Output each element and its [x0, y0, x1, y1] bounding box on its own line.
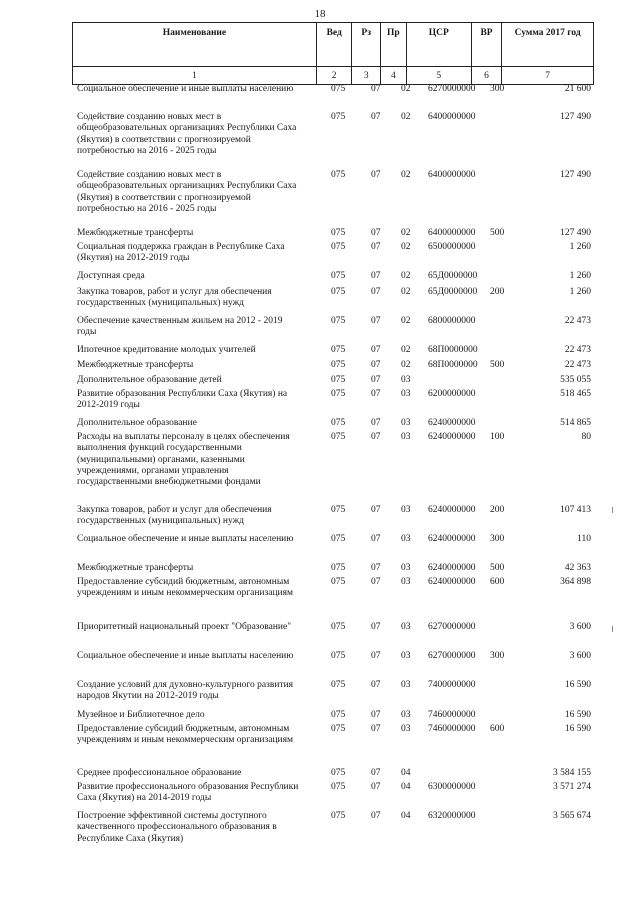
cell-rz: 07 [371, 360, 381, 370]
cell-rz: 07 [371, 534, 381, 544]
cell-ved: 075 [331, 724, 346, 734]
cell-sum: 42 363 [564, 563, 591, 573]
cell-pr: 03 [401, 622, 411, 632]
cell-csr: 65Д0000000 [428, 271, 478, 281]
cell-vr: 600 [490, 724, 505, 734]
cell-sum: 127 490 [560, 170, 591, 180]
cell-sum: 127 490 [560, 112, 591, 122]
cell-pr: 02 [401, 316, 411, 326]
cell-pr: 04 [401, 768, 411, 778]
cell-pr: 04 [401, 782, 411, 792]
cell-rz: 07 [371, 345, 381, 355]
header-ved: Вед [316, 23, 352, 67]
cell-sum: 22 473 [564, 360, 591, 370]
header-vr: ВР [471, 23, 502, 67]
cell-name: Межбюджетные трансферты [77, 360, 194, 370]
cell-pr: 03 [401, 577, 411, 587]
cell-vr: 300 [490, 534, 505, 544]
cell-pr: 03 [401, 389, 411, 399]
cell-name: Предоставление субсидий бюджетным, автономным учреждениям и иным некоммерческим организациям [77, 577, 294, 599]
cell-sum: 1 260 [569, 271, 591, 281]
cell-csr: 68П0000000 [428, 360, 478, 370]
cell-name: Развитие образования Республики Саха (Якутия) на 2012-2019 годы [77, 389, 288, 411]
cell-pr: 03 [401, 710, 411, 720]
header-sum: Сумма 2017 год [502, 23, 594, 67]
cell-rz: 07 [371, 84, 381, 94]
cell-csr: 6270000000 [428, 651, 476, 661]
cell-rz: 07 [371, 563, 381, 573]
cell-pr: 02 [401, 84, 411, 94]
cell-vr: 200 [490, 287, 505, 297]
cell-sum: 3 600 [569, 651, 591, 661]
cell-vr: 200 [490, 505, 505, 515]
cell-csr: 6240000000 [428, 577, 476, 587]
cell-ved: 075 [331, 242, 346, 252]
cell-ved: 075 [331, 316, 346, 326]
cell-name: Социальное обеспечение и иные выплаты населению [77, 651, 294, 661]
cell-name: Построение эффективной системы доступного качественного профессионального образования в Республике Саха (Якутия) [77, 811, 277, 844]
header-pr: Пр [381, 23, 407, 67]
cell-csr: 6270000000 [428, 622, 476, 632]
cell-rz: 07 [371, 242, 381, 252]
cell-csr: 6400000000 [428, 112, 476, 122]
cell-csr: 6500000000 [428, 242, 476, 252]
cell-ved: 075 [331, 271, 346, 281]
cell-rz: 07 [371, 316, 381, 326]
cell-ved: 075 [331, 360, 346, 370]
cell-csr: 65Д0000000 [428, 287, 478, 297]
header-csr: ЦСР [406, 23, 471, 67]
cell-pr: 04 [401, 811, 411, 821]
cell-ved: 075 [331, 84, 346, 94]
col-number: 6 [471, 67, 502, 85]
cell-name: Предоставление субсидий бюджетным, автономным учреждениям и иным некоммерческим организациям [77, 724, 294, 746]
cell-rz: 07 [371, 271, 381, 281]
cell-csr: 7400000000 [428, 680, 476, 690]
cell-sum: 16 590 [564, 710, 591, 720]
cell-sum: 3 584 155 [553, 768, 591, 778]
cell-name: Приоритетный национальный проект "Образование" [77, 622, 292, 632]
cell-sum: 3 565 674 [553, 811, 591, 821]
cell-rz: 07 [371, 228, 381, 238]
cell-rz: 07 [371, 505, 381, 515]
cell-sum: 16 590 [564, 724, 591, 734]
cell-rz: 07 [371, 768, 381, 778]
cell-ved: 075 [331, 228, 346, 238]
cell-rz: 07 [371, 811, 381, 821]
cell-pr: 02 [401, 345, 411, 355]
cell-vr: 300 [490, 84, 505, 94]
page-number: 18 [314, 8, 326, 20]
cell-sum: 110 [577, 534, 591, 544]
cell-ved: 075 [331, 418, 346, 428]
cell-ved: 075 [331, 651, 346, 661]
margin-mark [612, 507, 613, 513]
cell-ved: 075 [331, 768, 346, 778]
cell-rz: 07 [371, 112, 381, 122]
cell-vr: 500 [490, 228, 505, 238]
cell-rz: 07 [371, 418, 381, 428]
cell-name: Расходы на выплаты персоналу в целях обеспечения выполнения функций государственными (муниципальными) органами, казенными учреждениями, органами управления государственными внебюджетными фондами [77, 432, 290, 488]
cell-rz: 07 [371, 389, 381, 399]
cell-rz: 07 [371, 432, 381, 442]
cell-sum: 107 413 [560, 505, 591, 515]
cell-pr: 03 [401, 375, 411, 385]
cell-ved: 075 [331, 622, 346, 632]
cell-rz: 07 [371, 710, 381, 720]
col-number: 7 [502, 67, 594, 85]
cell-name: Обеспечение качественным жильем на 2012 - 2019 годы [77, 316, 283, 338]
cell-ved: 075 [331, 432, 346, 442]
col-number: 4 [381, 67, 407, 85]
header-rz: Рз [352, 23, 381, 67]
cell-pr: 02 [401, 228, 411, 238]
cell-pr: 03 [401, 505, 411, 515]
cell-ved: 075 [331, 577, 346, 587]
cell-csr: 6240000000 [428, 534, 476, 544]
cell-pr: 02 [401, 112, 411, 122]
cell-csr: 6240000000 [428, 563, 476, 573]
cell-sum: 21 600 [564, 84, 591, 94]
cell-sum: 1 260 [569, 242, 591, 252]
cell-name: Социальная поддержка граждан в Республике Саха (Якутия) на 2012-2019 годы [77, 242, 285, 264]
cell-csr: 6300000000 [428, 782, 476, 792]
cell-ved: 075 [331, 710, 346, 720]
cell-vr: 500 [490, 360, 505, 370]
cell-pr: 03 [401, 651, 411, 661]
col-number: 2 [316, 67, 352, 85]
cell-ved: 075 [331, 505, 346, 515]
cell-ved: 075 [331, 811, 346, 821]
cell-csr: 6200000000 [428, 389, 476, 399]
cell-name: Дополнительное образование [77, 418, 197, 428]
cell-sum: 1 260 [569, 287, 591, 297]
cell-name: Среднее профессиональное образование [77, 768, 242, 778]
cell-ved: 075 [331, 170, 346, 180]
cell-rz: 07 [371, 651, 381, 661]
cell-vr: 100 [490, 432, 505, 442]
cell-ved: 075 [331, 680, 346, 690]
col-number: 3 [352, 67, 381, 85]
cell-pr: 03 [401, 563, 411, 573]
cell-pr: 03 [401, 680, 411, 690]
cell-sum: 3 571 274 [553, 782, 591, 792]
cell-sum: 518 465 [560, 389, 591, 399]
cell-pr: 02 [401, 360, 411, 370]
cell-csr: 6800000000 [428, 316, 476, 326]
col-number: 5 [406, 67, 471, 85]
cell-sum: 3 600 [569, 622, 591, 632]
cell-sum: 80 [581, 432, 591, 442]
cell-vr: 300 [490, 651, 505, 661]
cell-pr: 02 [401, 170, 411, 180]
cell-rz: 07 [371, 287, 381, 297]
cell-csr: 6240000000 [428, 432, 476, 442]
cell-ved: 075 [331, 287, 346, 297]
cell-rz: 07 [371, 724, 381, 734]
cell-sum: 364 898 [560, 577, 591, 587]
cell-pr: 03 [401, 534, 411, 544]
cell-csr: 68П0000000 [428, 345, 478, 355]
cell-pr: 02 [401, 287, 411, 297]
cell-name: Развитие профессионального образования Республики Саха (Якутия) на 2014-2019 годы [77, 782, 299, 804]
cell-sum: 22 473 [564, 345, 591, 355]
cell-ved: 075 [331, 389, 346, 399]
cell-name: Закупка товаров, работ и услуг для обеспечения государственных (муниципальных) нужд [77, 287, 272, 309]
cell-sum: 127 490 [560, 228, 591, 238]
cell-pr: 03 [401, 418, 411, 428]
cell-name: Содействие созданию новых мест в общеобразовательных организациях Республики Саха (Якутия) в соответствии с прогнозируемой потребностью на 2016 - 2025 годы [77, 170, 297, 214]
cell-name: Доступная среда [77, 271, 145, 281]
cell-pr: 02 [401, 242, 411, 252]
cell-vr: 600 [490, 577, 505, 587]
cell-pr: 03 [401, 724, 411, 734]
cell-name: Дополнительное образование детей [77, 375, 222, 385]
col-number: 1 [73, 67, 317, 85]
cell-csr: 6320000000 [428, 811, 476, 821]
cell-csr: 6240000000 [428, 505, 476, 515]
cell-sum: 514 865 [560, 418, 591, 428]
cell-rz: 07 [371, 577, 381, 587]
table-header [72, 22, 594, 85]
cell-name: Закупка товаров, работ и услуг для обеспечения государственных (муниципальных) нужд [77, 505, 272, 527]
cell-pr: 03 [401, 432, 411, 442]
cell-name: Межбюджетные трансферты [77, 563, 194, 573]
cell-sum: 22 473 [564, 316, 591, 326]
cell-name: Музейное и Библиотечное дело [77, 710, 205, 720]
cell-csr: 6400000000 [428, 228, 476, 238]
cell-csr: 7460000000 [428, 710, 476, 720]
header-name: Наименование [73, 23, 317, 67]
cell-rz: 07 [371, 622, 381, 632]
cell-ved: 075 [331, 534, 346, 544]
cell-ved: 075 [331, 375, 346, 385]
cell-rz: 07 [371, 782, 381, 792]
cell-name: Содействие созданию новых мест в общеобразовательных организациях Республики Саха (Якутия) в соответствии с прогнозируемой потребностью на 2016 - 2025 годы [77, 112, 297, 156]
cell-vr: 500 [490, 563, 505, 573]
cell-name: Межбюджетные трансферты [77, 228, 194, 238]
cell-rz: 07 [371, 375, 381, 385]
cell-pr: 02 [401, 271, 411, 281]
margin-mark [612, 626, 613, 632]
cell-sum: 16 590 [564, 680, 591, 690]
cell-csr: 7460000000 [428, 724, 476, 734]
cell-sum: 535 055 [560, 375, 591, 385]
cell-rz: 07 [371, 170, 381, 180]
cell-csr: 6240000000 [428, 418, 476, 428]
cell-ved: 075 [331, 345, 346, 355]
cell-name: Ипотечное кредитование молодых учителей [77, 345, 256, 355]
cell-name: Социальное обеспечение и иные выплаты населению [77, 534, 294, 544]
cell-csr: 6400000000 [428, 170, 476, 180]
cell-ved: 075 [331, 112, 346, 122]
cell-ved: 075 [331, 782, 346, 792]
cell-name: Создание условий для духовно-культурного развития народов Якутии на 2012-2019 годы [77, 680, 294, 702]
cell-ved: 075 [331, 563, 346, 573]
cell-rz: 07 [371, 680, 381, 690]
cell-csr: 6270000000 [428, 84, 476, 94]
cell-name: Социальное обеспечение и иные выплаты населению [77, 84, 294, 94]
